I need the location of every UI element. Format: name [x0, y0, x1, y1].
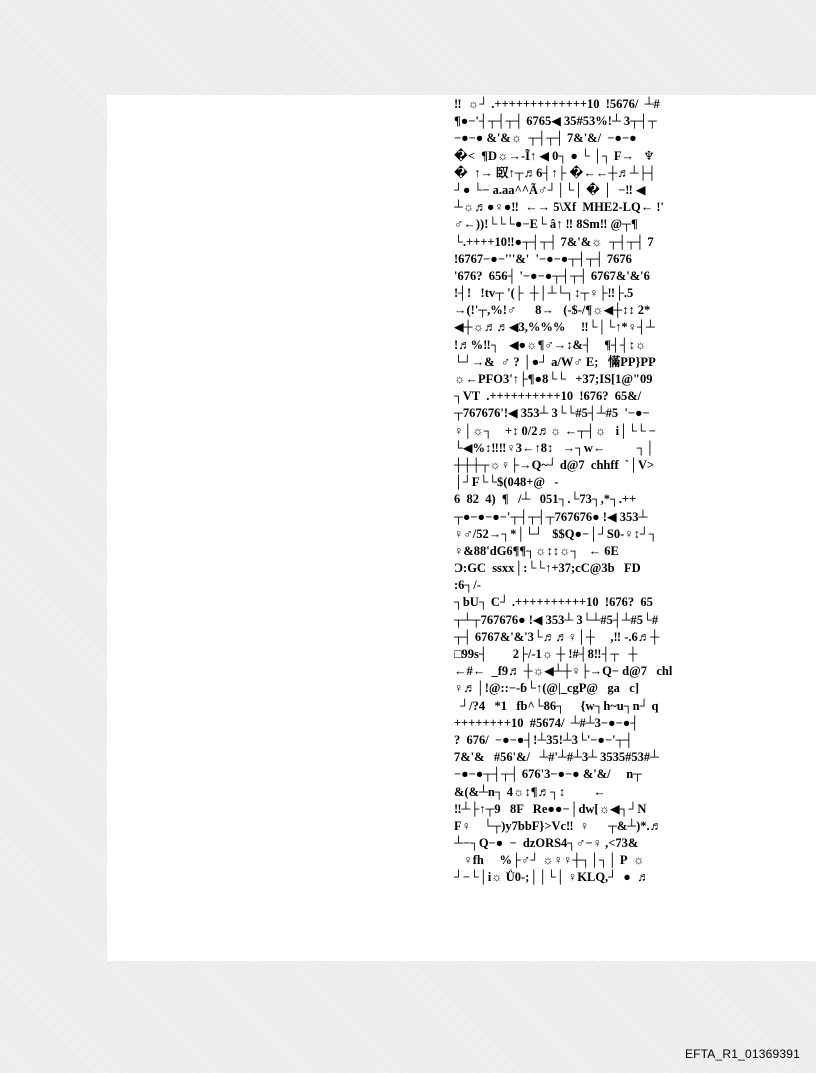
- text-line: ┐VT .++++++++++10 !676? 65&/: [454, 389, 642, 404]
- text-line: ♀│☼┐ +↕ 0/2♬☼ ←┬┤☼ i│└└ −: [454, 423, 656, 438]
- text-line: ‼ ☼┘ .+++++++++++++10 !5676/ ┴#: [454, 97, 660, 111]
- text-line: ┴−┐Q−● − dzORS4┐♂−♀ ,<73&: [454, 836, 639, 851]
- document-id-label: EFTA_R1_01369391: [684, 1047, 800, 1061]
- text-line: Ɔ:GC ssxx│:└└↑+37;cC@3b FD: [454, 561, 641, 576]
- garbled-text-block: [454, 96, 816, 956]
- text-line: ┘−└│i☼ Ǘ0-;││└│ ♀KLQ,┘ ● ♬: [454, 870, 650, 885]
- text-line: ♀fh %├♂┘ ☼♀♀┼┐│┐│ P ☼: [454, 853, 645, 868]
- text-line: F♀ └┬)y7bbF}>Vc‼ ♀ ┬&┴)*.♬: [454, 818, 663, 833]
- text-line: →(!'┬,%!♂ 8→ (-$-/¶☼◀┼↕↕ 2*: [454, 303, 651, 318]
- text-line: └.++++10‼●┬┤┬┤ 7&'&☼ ┬┤┬┤ 7: [454, 234, 654, 249]
- text-line: ♀&88'dG6¶¶┐☼↕↕☼┐ ← 6E: [454, 543, 619, 558]
- text-line: �< ¶D☼→-Ĩ↑ ◀ 0┐ ● └ │┐ F→ ♆: [454, 148, 655, 163]
- text-line: ┐bU┐ C┘ .++++++++++10 !676? 65: [454, 595, 653, 610]
- text-line: −●−● &'&☼ ┬┤┬┤ 7&'&/ −●−●: [454, 131, 637, 146]
- text-line: └◀%↕‼‼♀3←↑8↕ →┐w← ┐│: [454, 440, 655, 455]
- text-line: '676? 656┤ '−●−●┬┤┬┤ 6767&'&'6: [454, 268, 650, 283]
- text-line: ┘/?4 *1 fb^└86┐ {w┐h~u┐n┘ q: [454, 698, 659, 713]
- text-line: ┬●−●−●−'┬┤┬┤┬767676● !◀ 353┴: [454, 509, 648, 524]
- text-line: ┬┴┬767676● !◀ 353┴ 3└┴#5┤┴#5└#: [454, 612, 659, 627]
- text-line: ++++++++10 #5674/ ┴#┴3−●−●┤: [454, 715, 640, 730]
- text-line: ┘● └− a.aa^^Ã♂┘│└│ � │ −‼ ◀: [454, 182, 646, 197]
- text-line: └┘→& ♂ ? │●┘ a/W♂ E; 慲PP}PP: [454, 354, 656, 369]
- text-line: � ↑→ 臤↑┬♬6┤↑├ �←←┼♬┴├┤: [454, 165, 657, 180]
- text-line: ‼┴├↑┬9 8F Re●●−│dw[☼◀┐┘N: [454, 801, 647, 816]
- text-line: ←#← _f9♬ ┼☼◀┴┼♀├→Q− d@7 chl: [454, 664, 673, 679]
- text-line: ☼←PFO3'↑├¶●8└└ +37;IS[1@"09: [454, 372, 653, 386]
- text-line: ┬767676'!◀ 353┴ 3└└#5┤┴#5 '−●−: [454, 406, 650, 421]
- text-line: ¶●−'┤┬┤┬┤ 6765◀ 35#53%!┴ 3┬┤┬: [454, 114, 657, 129]
- text-line: 7&'& #56'&/ ┴#'┴#┴3┴ 3535#53#┴: [454, 750, 660, 765]
- text-line: ┬┤ 6767&'&'3└♬♬♀│┼ ,‼ -.6♬┼: [454, 629, 660, 644]
- text-line: ┼┼┼┬☼♀├→Q~┘ d@7 chhff `│V>: [454, 457, 655, 472]
- text-line: !♬%‼┐ ◀●☼¶♂→↕&┤ ¶┤┤↕☼: [454, 337, 647, 352]
- text-line: &(&┴n┐ 4☼↕¶♬┐↕ ←: [454, 784, 606, 799]
- text-line: :6┐/-: [454, 578, 481, 593]
- text-line: !┤! !tv┬ '(├ ┼│┴└┐↕┬♀├‼├.5: [454, 286, 634, 301]
- text-line: ♂←))!└└└●−E└ â↑ ‼ 8Sm‼ @┬¶: [454, 217, 638, 232]
- text-line: !6767−●−'''&' '−●−●┬┤┬┤ 7676: [454, 251, 632, 266]
- text-line: ? 676/ −●−●┤!┴35!┴3└'−●−'┬┤: [454, 732, 634, 747]
- text-line: □99s┤ 2├/-1☼ ┼ !#┤8‼┤┬ ┼: [454, 647, 638, 661]
- text-line: −●−●┬┤┬┤ 676'3−●−● &'&/ n┬: [454, 767, 643, 782]
- text-line: ♀♂/52→┐*│└┘ $$Q●−│┘S0-♀↕┘┐: [454, 526, 658, 541]
- text-line: ◀┼☼♬♬◀3,%%% ‼└│└↑*♀┤┴: [454, 320, 655, 335]
- text-line: ┴☼♬●♀●‼ ←→ 5\Xf MHE2-LQ← !': [454, 200, 664, 215]
- text-line: ♀♬│!@::−-ɓ└↑(@|_cgP@ ga c]: [454, 681, 640, 696]
- text-line: 6 82 4) ¶ /┴ 051┐.└73┐,*┐.++: [454, 492, 637, 507]
- text-line: │┘F└└$(048+@ -: [454, 475, 559, 490]
